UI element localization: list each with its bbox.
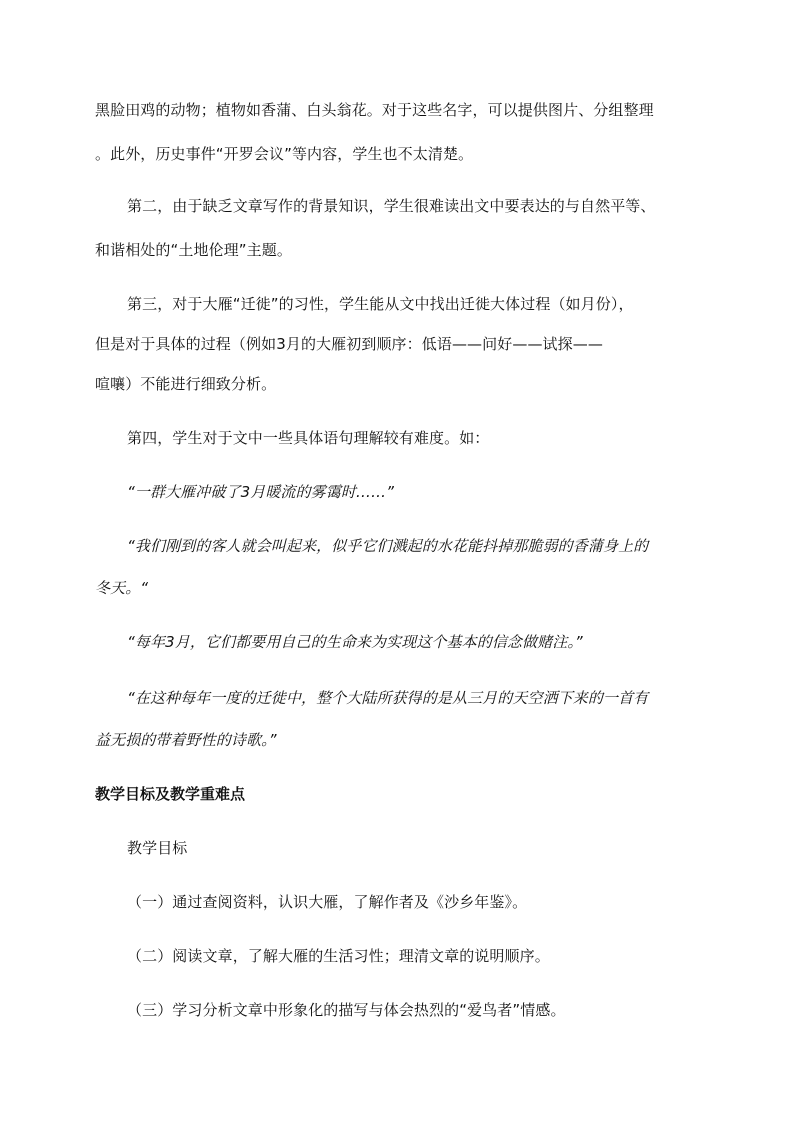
- para2-line-1: 第二，由于缺乏文章写作的背景知识，学生很难读出文中要表达的与自然平等、: [127, 197, 656, 215]
- objective-item-2: （二）阅读文章，了解大雁的生活习性；理清文章的说明顺序。: [127, 947, 550, 965]
- quote-2-line-2: 冬天。“: [95, 579, 149, 597]
- para3-line-1: 第三，对于大雁“迁徙”的习性，学生能从文中找出迁徙大体过程（如月份），: [127, 295, 634, 313]
- quote-4-line-2: 益无损的带着野性的诗歌。”: [95, 731, 277, 749]
- objective-item-1: （一）通过查阅资料，认识大雁，了解作者及《沙乡年鉴》。: [127, 893, 528, 911]
- para2-line-2: 和谐相处的“土地伦理”主题。: [95, 241, 292, 259]
- para4: 第四，学生对于文中一些具体语句理解较有难度。如：: [127, 429, 490, 447]
- quote-3: “每年3月，它们都要用自己的生命来为实现这个基本的信念做赌注。”: [127, 633, 583, 651]
- intro-line-2: 。此外，历史事件“开罗会议”等内容，学生也不太清楚。: [95, 145, 474, 163]
- quote-4-line-1: “在这种每年一度的迁徙中，整个大陆所获得的是从三月的天空洒下来的一首有: [127, 689, 649, 707]
- subheading-objectives: 教学目标: [127, 839, 188, 857]
- para3-line-3: 喧嚷）不能进行细致分析。: [95, 375, 277, 393]
- objective-item-3: （三）学习分析文章中形象化的描写与体会热烈的“爱鸟者”情感。: [127, 1001, 566, 1019]
- intro-line-1: 黑脸田鸡的动物；植物如香蒲、白头翁花。对于这些名字，可以提供图片、分组整理: [95, 101, 654, 119]
- section-heading: 教学目标及教学重难点: [95, 785, 246, 803]
- quote-1: “一群大雁冲破了3月暖流的雾霭时……”: [127, 483, 394, 501]
- quote-2-line-1: “我们刚到的客人就会叫起来，似乎它们溅起的水花能抖掉那脆弱的香蒲身上的: [127, 537, 649, 555]
- para3-line-2: 但是对于具体的过程（例如3月的大雁初到顺序：低语——问好——试探——: [95, 335, 603, 353]
